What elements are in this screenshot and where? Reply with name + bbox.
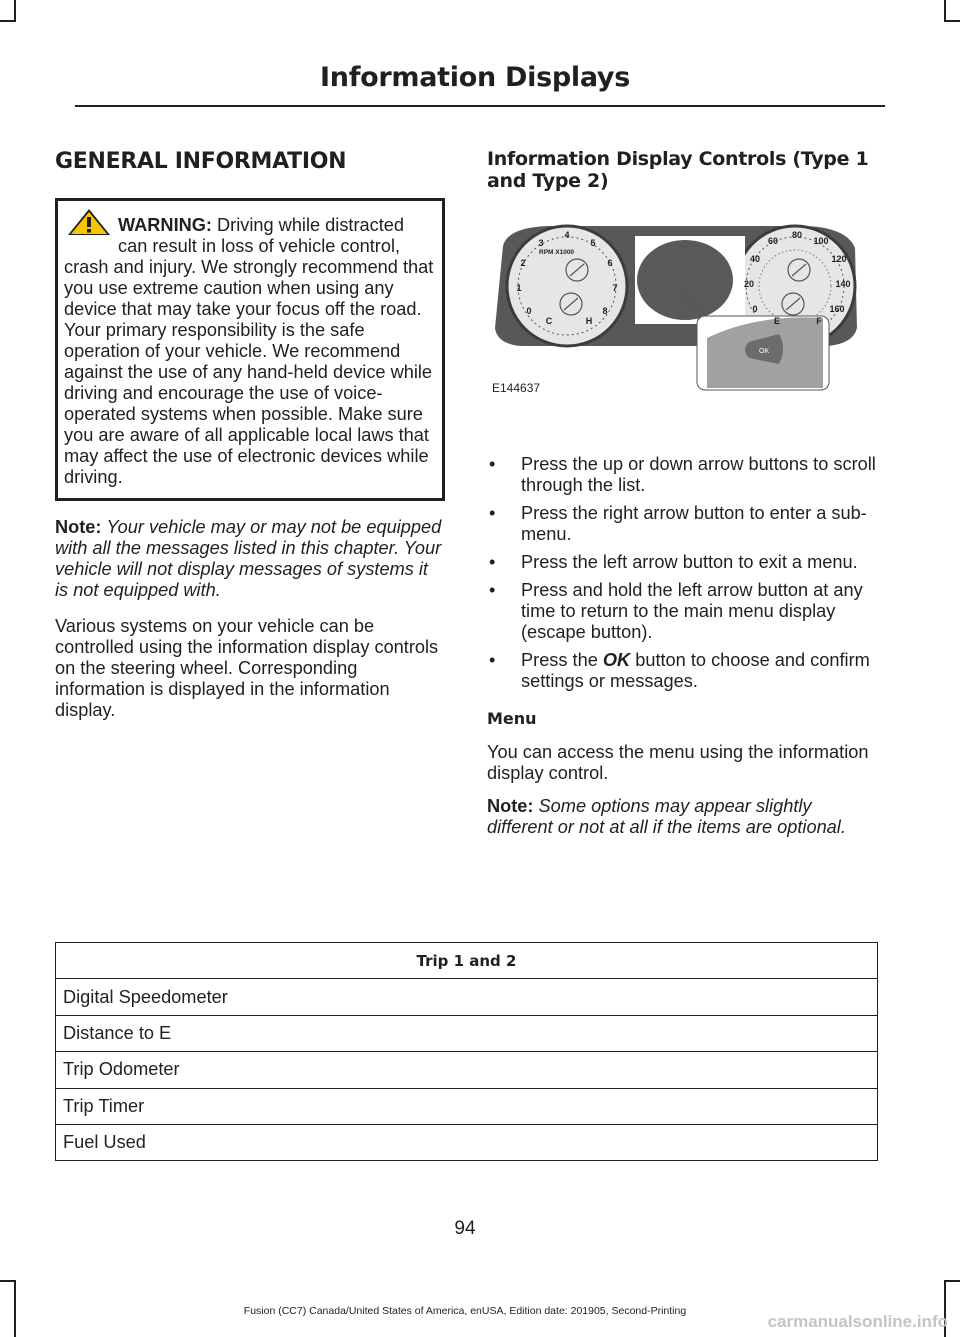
section-title-display-controls: Information Display Controls (Type 1 and Type 2) [487,148,869,192]
table-cell: Trip Timer [56,1088,878,1124]
table-cell: Digital Speedometer [56,979,878,1015]
fuel-label-full: F [816,316,822,326]
warning-text: Driving while distracted can result in loss of vehicle control, crash and injury. We strongly recommend that you use extreme caution when using any device that may take your focus off the road. Your primary responsibility is the safe operation of your vehicle. We recommend against the use of any hand-held device while driving and encourage the use of voice-operated systems when possible. Make sure you are aware of all applicable local laws that may affect the use of electronic devices while driving. [64,215,434,487]
crop-mark-bottom-left-h [0,1280,16,1282]
section-title-general-information: GENERAL INFORMATION [55,149,347,174]
menu-heading: Menu [487,709,537,728]
tach-number-1: 1 [516,283,522,293]
instrument-cluster-illustration [487,218,859,440]
controls-paragraph: Various systems on your vehicle can be controlled using the information display controls on the steering wheel. Corresponding information is displayed in the information display. [55,616,439,720]
note-label: Note: [55,517,102,537]
note-text: Some options may appear slightly different or not at all if the items are optional. [487,796,846,837]
speed-number-100: 100 [813,236,829,246]
table-cell: Fuel Used [56,1124,878,1160]
crop-mark-bottom-right-h [944,1280,960,1282]
center-display-screen [637,240,733,320]
table-row [56,1124,878,1160]
crop-mark-top-right-v [944,0,946,22]
bullet-ok-before: Press the [521,650,603,670]
watermark: carmanualsonline.info [767,1312,948,1331]
instrument-cluster-figure [487,218,859,440]
speed-number-140: 140 [835,279,851,289]
table-cell: Distance to E [56,1015,878,1051]
note-text: Your vehicle may or may not be equipped with all the messages listed in this chapter. Your vehicle will not display messages of systems it is not equipped with. [55,517,442,600]
temp-label-cold: C [545,316,553,326]
controls-bullet-list [487,454,882,692]
steering-ok-label: OK [759,348,770,355]
tach-number-8: 8 [602,306,608,316]
page-number: 94 [454,1218,476,1239]
tach-number-6: 6 [607,258,613,268]
header-rule [75,105,885,107]
speed-number-80: 80 [791,230,803,240]
trip-menu-table [55,942,878,1161]
tach-label: RPM X1000 [539,249,575,256]
speed-number-20: 20 [743,279,755,289]
temp-label-hot: H [585,316,593,326]
right-column [487,148,882,838]
footer-edition: Fusion (CC7) Canada/United States of America, enUSA, Edition date: 201905, Second-Printing [243,1305,687,1317]
note-messages [55,517,445,601]
warning-triangle-icon [66,207,112,237]
speed-number-120: 120 [831,254,847,264]
note-label: Note: [487,796,534,816]
table-row [56,1015,878,1051]
fuel-label-empty: E [773,316,781,326]
table-row [56,1088,878,1124]
left-column [55,148,445,721]
crop-mark-top-right-h [944,20,960,22]
tachometer-gauge [507,226,627,346]
tach-number-7: 7 [612,283,618,293]
crop-mark-top-left-h [0,20,16,22]
bullet-item: • Press and hold the left arrow button at any time to return to the main menu display (escape button). [487,580,882,643]
table-cell: Trip Odometer [56,1052,878,1088]
table-row [56,1052,878,1088]
tach-number-3: 3 [538,238,544,248]
figure-caption: E144637 [492,381,541,395]
note-options [487,796,882,838]
bullet-item-ok [487,650,882,692]
crop-mark-top-left-v [14,0,16,22]
speed-number-60: 60 [767,236,779,246]
speed-number-160: 160 [829,304,845,314]
tach-number-4: 4 [564,230,570,240]
bullet-ok-after: button to choose and confirm settings or messages. [521,650,870,691]
bullet-item: • Press the up or down arrow buttons to scroll through the list. [487,454,882,496]
tach-number-0: 0 [526,306,532,316]
menu-paragraph: You can access the menu using the information display control. [487,742,869,783]
warning-label: WARNING: [118,215,212,235]
tach-number-2: 2 [520,258,526,268]
chapter-title: Information Displays [320,62,630,93]
bullet-item: • Press the right arrow button to enter a sub-menu. [487,503,882,545]
tach-number-5: 5 [590,238,596,248]
speed-number-40: 40 [749,254,761,264]
bullet-ok-label: OK [602,650,631,670]
speed-number-0: 0 [752,304,758,314]
table-row [56,979,878,1015]
bullet-item: • Press the left arrow button to exit a menu. [487,552,882,573]
table-header: Trip 1 and 2 [56,943,878,979]
warning-box [55,198,445,501]
